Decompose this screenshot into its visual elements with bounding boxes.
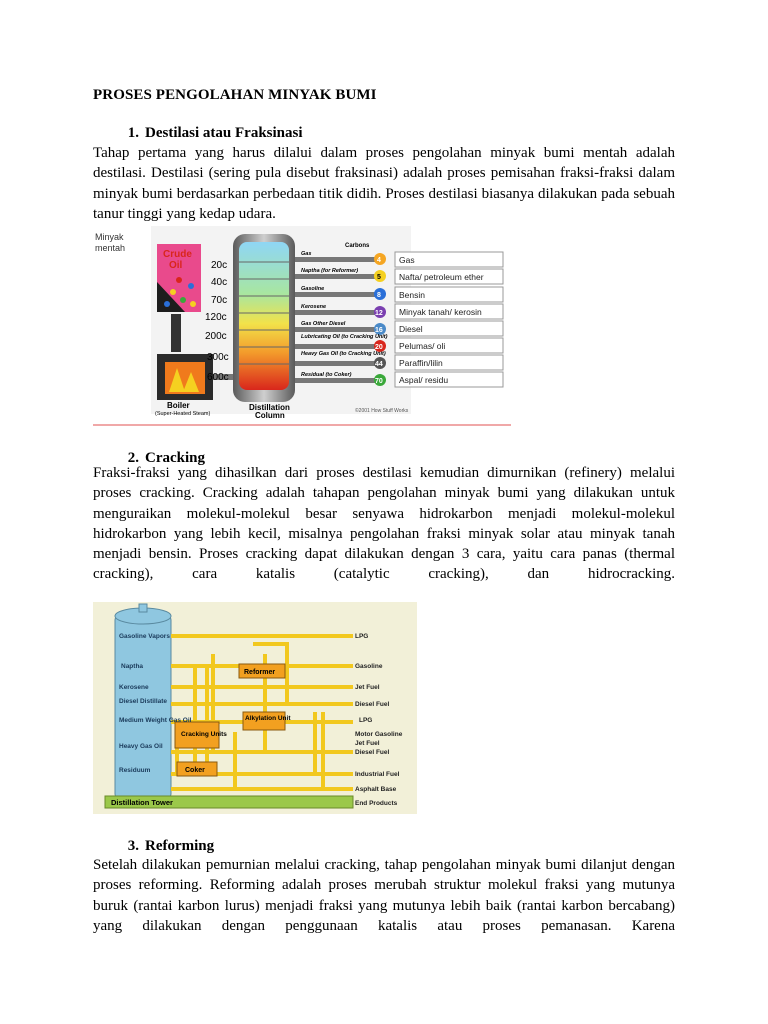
svg-text:Asphalt Base: Asphalt Base: [355, 786, 397, 793]
svg-text:8: 8: [377, 292, 381, 299]
svg-text:5: 5: [377, 274, 381, 281]
figure-credit: ©2001 How Stuff Works: [355, 408, 409, 414]
section-number-2: 2.: [127, 450, 139, 466]
svg-text:Lubricating Oil (to Cracking U: Lubricating Oil (to Cracking Unit): [301, 334, 388, 340]
svg-text:4: 4: [377, 257, 381, 264]
svg-text:Residual (to Coker): Residual (to Coker): [301, 372, 352, 378]
svg-text:600c: 600c: [207, 372, 229, 383]
svg-text:Aspal/ residu: Aspal/ residu: [399, 375, 449, 385]
svg-text:Gasoline Vapors: Gasoline Vapors: [119, 633, 170, 640]
svg-text:LPG: LPG: [355, 633, 369, 640]
distillation-figure: [93, 222, 513, 428]
section-number-1: 1.: [127, 125, 139, 141]
svg-text:Diesel Fuel: Diesel Fuel: [355, 749, 390, 756]
svg-text:Alkylation Unit: Alkylation Unit: [245, 715, 291, 722]
svg-text:Jet Fuel: Jet Fuel: [355, 684, 380, 691]
svg-text:40c: 40c: [211, 277, 228, 288]
boiler-sub-label: (Super-Heated Steam): [155, 411, 211, 417]
svg-text:Naptha (for Reformer): Naptha (for Reformer): [301, 268, 359, 274]
svg-text:Industrial Fuel: Industrial Fuel: [355, 771, 400, 778]
svg-text:70: 70: [375, 378, 383, 385]
svg-text:Pelumas/ oli: Pelumas/ oli: [399, 341, 446, 351]
svg-text:300c: 300c: [207, 352, 229, 363]
svg-text:Bensin: Bensin: [399, 290, 425, 300]
svg-text:Cracking Units: Cracking Units: [181, 731, 227, 738]
svg-text:20: 20: [375, 344, 383, 351]
section-title-2: Cracking: [145, 450, 205, 466]
column-label: Distillation Column: [249, 403, 290, 420]
section-title-3: Reforming: [145, 838, 215, 854]
svg-text:Heavy Gas Oil: Heavy Gas Oil: [119, 743, 163, 750]
svg-text:16: 16: [375, 327, 383, 334]
svg-text:Heavy Gas Oil (to Cracking Uni: Heavy Gas Oil (to Cracking Unit): [301, 351, 386, 357]
svg-text:120c: 120c: [205, 312, 227, 323]
svg-text:Residuum: Residuum: [119, 767, 151, 774]
svg-text:Kerosene: Kerosene: [301, 304, 327, 310]
svg-text:Gas: Gas: [399, 255, 415, 265]
svg-text:Paraffin/lilin: Paraffin/lilin: [399, 358, 443, 368]
svg-text:End Products: End Products: [355, 800, 398, 807]
boiler-label: Boiler: [167, 401, 190, 410]
svg-text:Naptha: Naptha: [121, 663, 144, 670]
svg-text:70c: 70c: [211, 295, 228, 306]
svg-text:20c: 20c: [211, 260, 228, 271]
svg-text:Gas: Gas: [301, 251, 312, 257]
section-paragraph-3-text: Setelah dilakukan pemurnian melalui cracking, tahap pengolahan minyak bumi dilanjut dengan proses reforming. Reforming adalah proses merubah struktur molekul fraksi yang mutunya buruk (rantai karbon lurus) menjadi fraksi yang mutunya lebih baik (rantai karbon bercabang) yang dilakukan dengan penggunaan katalis atau proses pemanasan. Karena: [93, 857, 675, 934]
svg-text:Diesel: Diesel: [399, 324, 423, 334]
svg-text:200c: 200c: [205, 331, 227, 342]
svg-text:12: 12: [375, 310, 383, 317]
svg-text:Minyak tanah/ kerosin: Minyak tanah/ kerosin: [399, 307, 482, 317]
section-heading-3: [93, 838, 214, 855]
svg-text:Gas Other Diesel: Gas Other Diesel: [301, 321, 346, 327]
crude-label: Crude Oil: [163, 249, 192, 271]
svg-text:LPG: LPG: [359, 717, 373, 724]
svg-text:Motor Gasoline: Motor Gasoline: [355, 731, 403, 738]
section-title-1: Destilasi atau Fraksinasi: [145, 125, 303, 141]
section-heading-1: [93, 125, 303, 142]
svg-text:Coker: Coker: [185, 767, 205, 774]
section-paragraph-1: Tahap pertama yang harus dilalui dalam proses pengolahan minyak bumi mentah adalah destilasi. Destilasi (sering pula disebut fraksinasi) adalah proses pemisahan fraksi-fraksi dalam minyak bumi berdasarkan perbedaan titik didih. Proses destilasi biasanya dilakukan pada sebuah tanur tinggi yang kedap udara.: [93, 145, 675, 222]
svg-text:Diesel Fuel: Diesel Fuel: [355, 701, 390, 708]
section-paragraph-2: [93, 463, 675, 585]
product-boxes: [395, 252, 503, 387]
tower-label: Distillation Tower: [111, 798, 173, 807]
svg-text:Reformer: Reformer: [244, 669, 276, 676]
svg-text:Gasoline: Gasoline: [355, 663, 383, 670]
svg-text:Kerosene: Kerosene: [119, 684, 149, 691]
carbons-label: Carbons: [345, 243, 370, 249]
section-number-3: 3.: [127, 838, 139, 854]
section-paragraph-3: [93, 855, 675, 936]
input-label: Minyak mentah: [95, 232, 126, 253]
section-paragraph-2-text: Fraksi-fraksi yang dihasilkan dari proses destilasi kemudian dimurnikan (refinery) melalui proses cracking. Cracking adalah tahapan pengolahan minyak bumi yang dilakukan untuk menguraikan molekul-molekul besar senyawa hidrokarbon menjadi molekul-molekul hidrokarbon yang lebih kecil, misalnya pengolahan fraksi minyak solar atau minyak tanah menjadi bensin. Proses cracking dapat dilakukan dengan 3 cara, yaitu cara panas (thermal cracking), cara katalis (catalytic cracking), dan hidrocracking.: [93, 465, 675, 583]
svg-text:Nafta/ petroleum ether: Nafta/ petroleum ether: [399, 272, 484, 282]
document-title: PROSES PENGOLAHAN MINYAK BUMI: [93, 87, 377, 103]
svg-text:Gasoline: Gasoline: [301, 286, 325, 292]
svg-text:Medium Weight Gas Oil: Medium Weight Gas Oil: [119, 717, 192, 724]
svg-text:Diesel Distillate: Diesel Distillate: [119, 698, 168, 705]
svg-text:44: 44: [375, 361, 383, 368]
svg-text:Jet Fuel: Jet Fuel: [355, 740, 380, 747]
refinery-flow-figure: [93, 602, 417, 814]
